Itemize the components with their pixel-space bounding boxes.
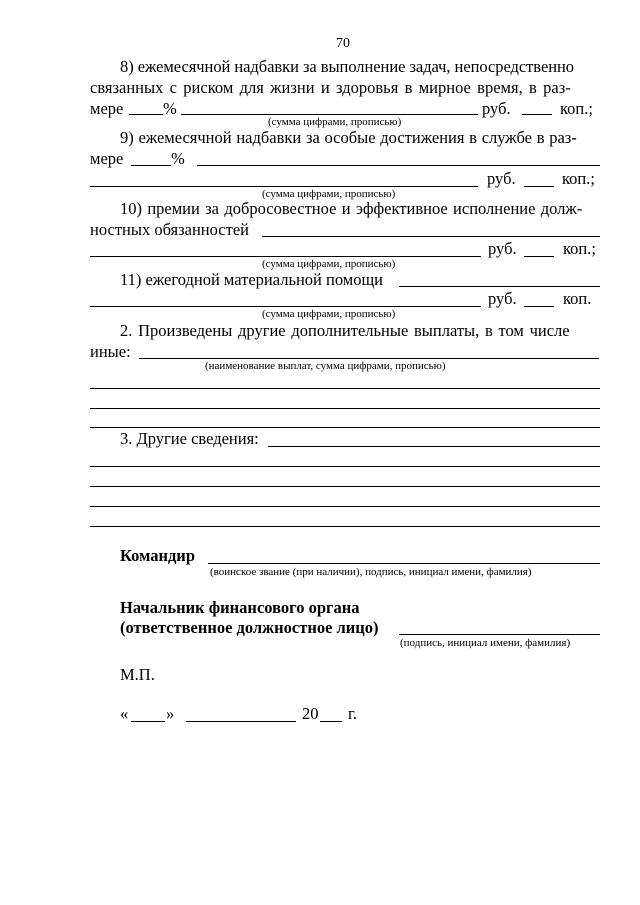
section3-blank-1[interactable] — [268, 446, 600, 447]
item8-mere-label: мере — [90, 99, 124, 118]
item10-kop-blank[interactable] — [524, 256, 554, 257]
item8-percent-blank[interactable] — [129, 114, 163, 115]
date-year-prefix: 20 — [302, 704, 319, 723]
item11-amount-blank-1[interactable] — [399, 286, 600, 287]
section3-blank-5[interactable] — [90, 526, 600, 527]
item9-kop-blank[interactable] — [524, 186, 554, 187]
item10-line2: ностных обязанностей — [90, 220, 249, 239]
section2-blank-3[interactable] — [90, 408, 600, 409]
section3-blank-2[interactable] — [90, 466, 600, 467]
item11-caption: (сумма цифрами, прописью) — [262, 308, 396, 320]
section2-blank-2[interactable] — [90, 388, 600, 389]
item10-caption: (сумма цифрами, прописью) — [262, 258, 396, 270]
date-month-blank[interactable] — [186, 721, 296, 722]
item11-kop-blank[interactable] — [524, 306, 554, 307]
item11-kop-label: коп. — [563, 289, 592, 308]
item11-amount-blank-2[interactable] — [90, 306, 481, 307]
item8-kop-blank[interactable] — [522, 114, 552, 115]
section3-blank-3[interactable] — [90, 486, 600, 487]
commander-label: Командир — [120, 546, 195, 565]
item8-kop-label: коп.; — [560, 99, 593, 118]
item9-amount-blank-1[interactable] — [197, 165, 600, 166]
finance-head-line1: Начальник финансового органа — [120, 598, 360, 617]
item8-line2: связанных с риском для жизни и здоровья в мирное время, в раз- — [90, 78, 571, 97]
item8-percent-sign: % — [163, 99, 177, 118]
item9-rub-label: руб. — [487, 169, 516, 188]
item10-kop-label: коп.; — [563, 239, 596, 258]
item10-amount-blank-2[interactable] — [90, 256, 481, 257]
item10-amount-blank-1[interactable] — [262, 236, 600, 237]
date-open-quote: « — [120, 704, 129, 723]
section2-blank-1[interactable] — [139, 358, 599, 359]
item9-percent-sign: % — [171, 149, 185, 168]
item8-amount-blank[interactable] — [181, 114, 478, 115]
item9-mere-label: мере — [90, 149, 124, 168]
date-day-blank[interactable] — [131, 721, 165, 722]
section2-line2: иные: — [90, 342, 131, 361]
item9-amount-blank-2[interactable] — [90, 186, 478, 187]
item8-line1: 8) ежемесячной надбавки за выполнение задач, непосредственно — [120, 57, 574, 76]
commander-caption: (воинское звание (при наличии), подпись, инициал имени, фамилия) — [210, 566, 532, 578]
section3-blank-4[interactable] — [90, 506, 600, 507]
finance-head-signature-blank[interactable] — [399, 634, 600, 635]
section2-line1: 2. Произведены другие дополнительные выплаты, в том числе — [120, 321, 570, 340]
date-close-quote: » — [166, 704, 175, 723]
item8-rub-label: руб. — [482, 99, 511, 118]
item9-kop-label: коп.; — [562, 169, 595, 188]
finance-head-line2: (ответственное должностное лицо) — [120, 618, 379, 637]
section3-label: 3. Другие сведения: — [120, 429, 259, 448]
date-year-suffix: г. — [348, 704, 358, 723]
item11-rub-label: руб. — [488, 289, 517, 308]
item11-line1: 11) ежегодной материальной помощи — [120, 270, 383, 289]
item10-rub-label: руб. — [488, 239, 517, 258]
item10-line1: 10) премии за добросовестное и эффективное исполнение долж- — [120, 199, 583, 218]
section2-caption: (наименование выплат, сумма цифрами, прописью) — [205, 360, 446, 372]
item9-caption: (сумма цифрами, прописью) — [262, 188, 396, 200]
commander-signature-blank[interactable] — [208, 563, 600, 564]
page-number: 70 — [336, 36, 350, 51]
stamp-label: М.П. — [120, 665, 155, 684]
item9-percent-blank[interactable] — [131, 165, 171, 166]
item8-caption: (сумма цифрами, прописью) — [268, 116, 402, 128]
item9-line1: 9) ежемесячной надбавки за особые достижения в службе в раз- — [120, 128, 577, 147]
date-year-blank[interactable] — [320, 721, 342, 722]
section2-blank-4[interactable] — [90, 427, 600, 428]
finance-head-caption: (подпись, инициал имени, фамилия) — [400, 637, 571, 649]
